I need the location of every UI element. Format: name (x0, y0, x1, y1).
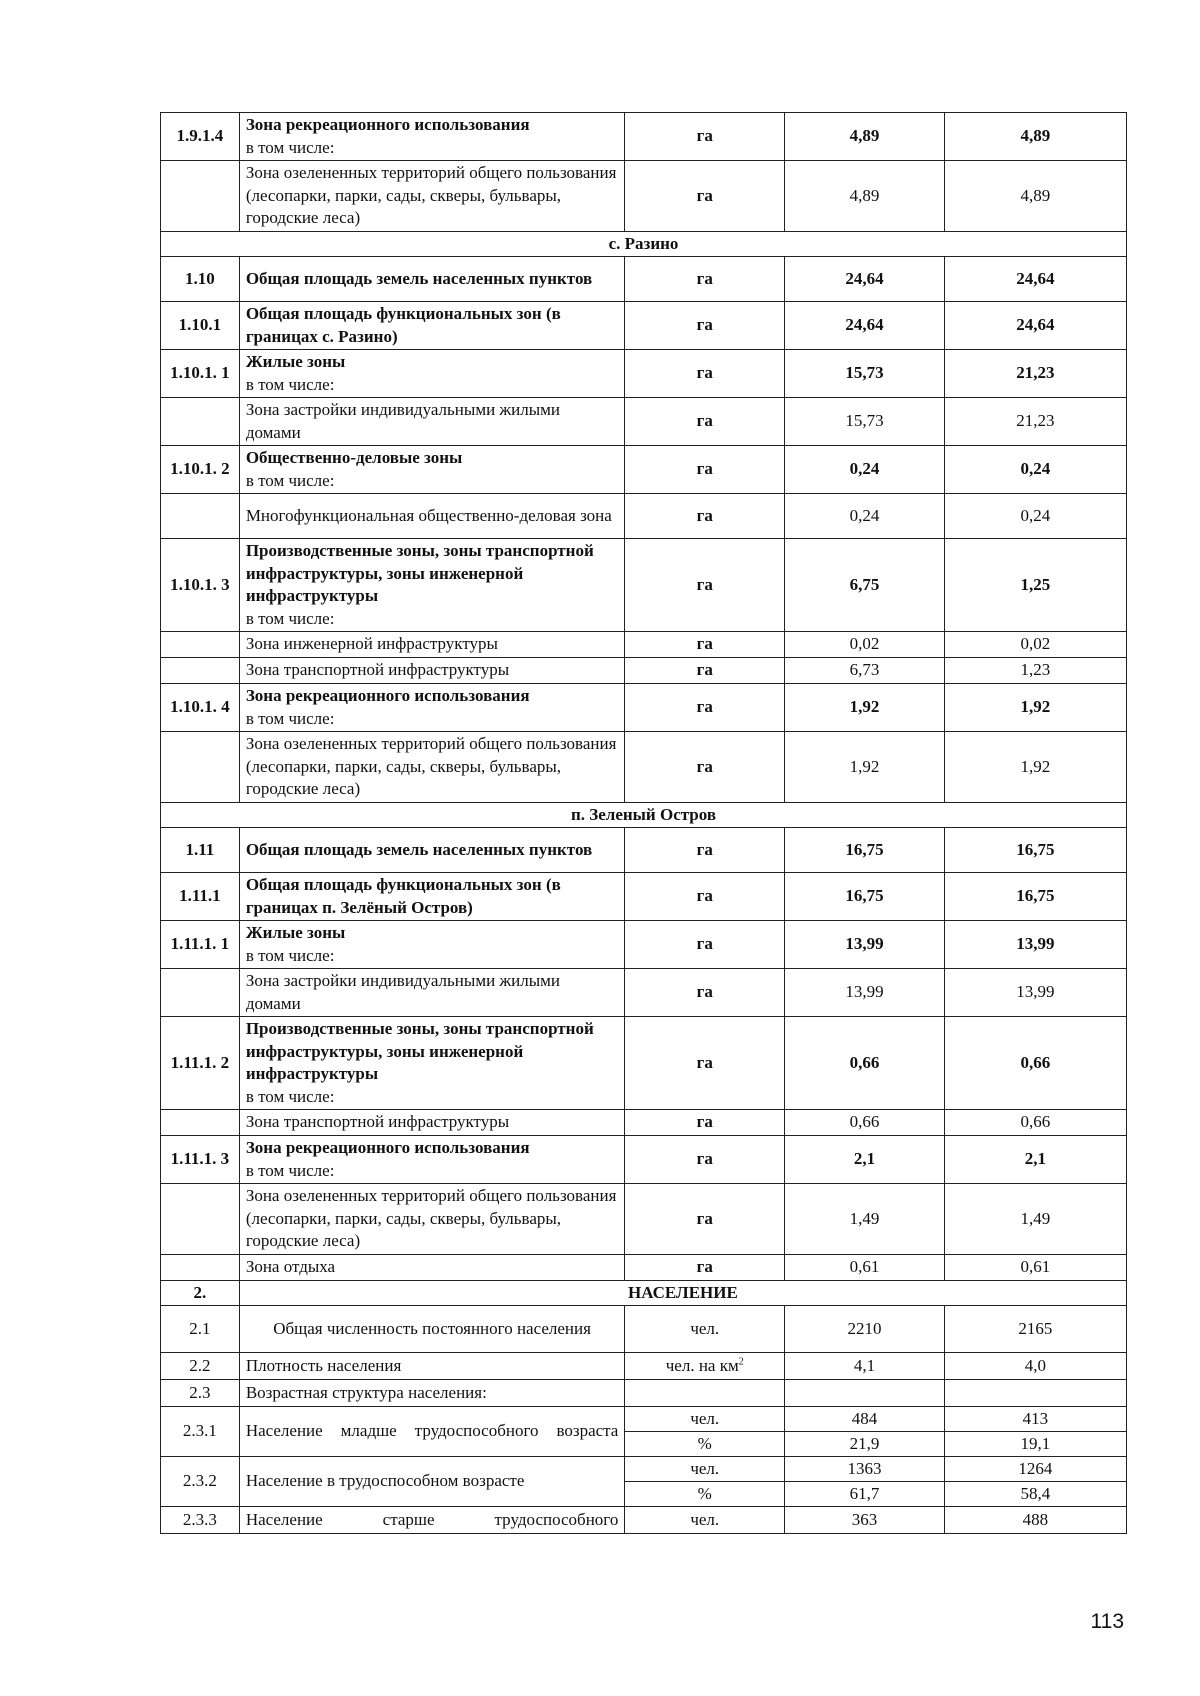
section-title: п. Зеленый Остров (161, 802, 1127, 828)
row-number (161, 398, 240, 446)
unit-cell: чел. (625, 1507, 785, 1534)
value-cell: 413 (944, 1407, 1126, 1432)
row-name (239, 684, 625, 732)
table-row (161, 302, 1127, 350)
value-cell: 1,92 (785, 684, 945, 732)
row-number: 1.11.1. 2 (161, 1017, 240, 1110)
unit-cell: га (625, 658, 785, 684)
row-title: Производственные зоны, зоны транспортной инфраструктуры, зоны инженерной инфраструктуры (245, 541, 594, 605)
section-row (161, 802, 1127, 828)
section-title: НАСЕЛЕНИЕ (239, 1280, 1126, 1306)
row-title: Производственные зоны, зоны транспортной инфраструктуры, зоны инженерной инфраструктуры (245, 1019, 594, 1083)
value-cell: 0,24 (785, 446, 945, 494)
in-that-label: в том числе: (245, 1160, 335, 1180)
value-cell: 0,66 (944, 1110, 1126, 1136)
table-row (161, 921, 1127, 969)
table-row (161, 1457, 1127, 1482)
in-that-label: в том числе: (245, 137, 335, 157)
row-number: 1.10 (161, 257, 240, 302)
value-cell: 0,02 (785, 632, 945, 658)
row-name (239, 921, 625, 969)
table-row (161, 1380, 1127, 1407)
row-name: Зона транспортной инфраструктуры (239, 1110, 625, 1136)
row-name (239, 1017, 625, 1110)
value-cell: 2,1 (785, 1136, 945, 1184)
row-name: Население младше трудоспособного возраста (239, 1407, 625, 1457)
table-row (161, 732, 1127, 803)
unit-cell: га (625, 1110, 785, 1136)
value-cell: 0,66 (785, 1110, 945, 1136)
value-cell: 15,73 (785, 350, 945, 398)
unit-cell: га (625, 398, 785, 446)
row-number: 1.10.1. 4 (161, 684, 240, 732)
section-row (161, 231, 1127, 257)
unit-cell: га (625, 684, 785, 732)
value-cell: 1264 (944, 1457, 1126, 1482)
value-cell (785, 1380, 945, 1407)
value-cell: 13,99 (944, 969, 1126, 1017)
row-name: Общая площадь функциональных зон (в границах п. Зелёный Остров) (239, 873, 625, 921)
row-name (239, 539, 625, 632)
in-that-label: в том числе: (245, 708, 335, 728)
section-title: с. Разино (161, 231, 1127, 257)
value-cell: 1,23 (944, 658, 1126, 684)
value-cell: 1,49 (785, 1184, 945, 1255)
table-row (161, 1017, 1127, 1110)
row-name: Общая площадь функциональных зон (в границах с. Разино) (239, 302, 625, 350)
table-row (161, 873, 1127, 921)
row-title: Зона рекреационного использования (245, 686, 530, 705)
value-cell: 21,23 (944, 350, 1126, 398)
table-row (161, 684, 1127, 732)
table-row (161, 257, 1127, 302)
value-cell: 488 (944, 1507, 1126, 1534)
value-cell: 21,9 (785, 1432, 945, 1457)
value-cell: 58,4 (944, 1482, 1126, 1507)
row-name: Зона инженерной инфраструктуры (239, 632, 625, 658)
row-number (161, 494, 240, 539)
unit-cell: % (625, 1432, 785, 1457)
value-cell: 13,99 (785, 969, 945, 1017)
row-number (161, 1254, 240, 1280)
value-cell: 61,7 (785, 1482, 945, 1507)
row-name: Зона отдыха (239, 1254, 625, 1280)
unit-cell: чел. (625, 1407, 785, 1432)
unit-cell: чел. (625, 1457, 785, 1482)
value-cell: 2165 (944, 1306, 1126, 1353)
table-row (161, 161, 1127, 232)
row-name: Население в трудоспособном возрасте (239, 1457, 625, 1507)
indicators-table (160, 112, 1127, 1534)
row-name: Зона застройки индивидуальными жилыми домами (239, 969, 625, 1017)
row-name: Население старше трудоспособного (239, 1507, 625, 1534)
row-number (161, 969, 240, 1017)
table-row (161, 632, 1127, 658)
row-number: 1.9.1.4 (161, 113, 240, 161)
value-cell: 24,64 (944, 257, 1126, 302)
row-name: Общая численность постоянного населения (239, 1306, 625, 1353)
table-row (161, 539, 1127, 632)
row-number: 1.11.1. 1 (161, 921, 240, 969)
row-title: Жилые зоны (245, 923, 346, 942)
table-row (161, 1254, 1127, 1280)
row-number: 1.10.1. 1 (161, 350, 240, 398)
unit-cell: га (625, 1136, 785, 1184)
value-cell: 16,75 (785, 873, 945, 921)
row-name: Зона застройки индивидуальными жилыми домами (239, 398, 625, 446)
unit-cell: га (625, 113, 785, 161)
unit-cell: га (625, 494, 785, 539)
value-cell: 6,73 (785, 658, 945, 684)
row-name: Возрастная структура населения: (239, 1380, 625, 1407)
row-name (239, 350, 625, 398)
row-number: 1.10.1. 3 (161, 539, 240, 632)
unit-cell: га (625, 1017, 785, 1110)
row-name: Многофункциональная общественно-деловая зона (239, 494, 625, 539)
table-row (161, 969, 1127, 1017)
value-cell: 24,64 (785, 257, 945, 302)
value-cell: 2210 (785, 1306, 945, 1353)
value-cell: 1363 (785, 1457, 945, 1482)
value-cell: 1,92 (944, 684, 1126, 732)
table-row (161, 1110, 1127, 1136)
unit-superscript: 2 (738, 1356, 744, 1368)
row-name: Зона озелененных территорий общего пользования (лесопарки, парки, сады, скверы, бульвары, городские леса) (239, 161, 625, 232)
value-cell: 363 (785, 1507, 945, 1534)
unit-cell: га (625, 1184, 785, 1255)
value-cell: 1,49 (944, 1184, 1126, 1255)
value-cell: 0,61 (785, 1254, 945, 1280)
row-title: Жилые зоны (245, 352, 346, 371)
section-row (161, 1280, 1127, 1306)
value-cell: 484 (785, 1407, 945, 1432)
row-name: Зона транспортной инфраструктуры (239, 658, 625, 684)
value-cell: 16,75 (944, 828, 1126, 873)
table-row (161, 350, 1127, 398)
in-that-label: в том числе: (245, 608, 335, 628)
row-number (161, 1110, 240, 1136)
table-row (161, 1184, 1127, 1255)
in-that-label: в том числе: (245, 1086, 335, 1106)
table-row (161, 1136, 1127, 1184)
unit-cell: га (625, 632, 785, 658)
unit-cell: га (625, 969, 785, 1017)
row-number: 2.3 (161, 1380, 240, 1407)
row-number (161, 632, 240, 658)
row-name: Зона озелененных территорий общего пользования (лесопарки, парки, сады, скверы, бульвары, городские леса) (239, 732, 625, 803)
unit-cell: га (625, 732, 785, 803)
table-row (161, 446, 1127, 494)
table-row (161, 1507, 1127, 1534)
in-that-label: в том числе: (245, 945, 335, 965)
value-cell: 6,75 (785, 539, 945, 632)
value-cell: 0,24 (785, 494, 945, 539)
table-row (161, 828, 1127, 873)
unit-cell: чел. (625, 1306, 785, 1353)
table-row (161, 1353, 1127, 1380)
value-cell: 0,66 (944, 1017, 1126, 1110)
unit-cell: га (625, 539, 785, 632)
row-name: Общая площадь земель населенных пунктов (239, 828, 625, 873)
unit-cell: га (625, 302, 785, 350)
unit-cell: га (625, 257, 785, 302)
row-name: Плотность населения (239, 1353, 625, 1380)
row-number: 1.11 (161, 828, 240, 873)
value-cell: 1,92 (944, 732, 1126, 803)
value-cell: 16,75 (785, 828, 945, 873)
unit-cell: га (625, 350, 785, 398)
value-cell: 0,24 (944, 446, 1126, 494)
row-title: Общественно-деловые зоны (245, 448, 463, 467)
row-number (161, 732, 240, 803)
unit-cell: га (625, 1254, 785, 1280)
row-name (239, 446, 625, 494)
unit-cell (625, 1380, 785, 1407)
in-that-label: в том числе: (245, 374, 335, 394)
unit-cell (625, 1353, 785, 1380)
unit-cell: га (625, 873, 785, 921)
value-cell: 0,24 (944, 494, 1126, 539)
value-cell: 15,73 (785, 398, 945, 446)
value-cell: 1,25 (944, 539, 1126, 632)
row-name: Зона озелененных территорий общего пользования (лесопарки, парки, сады, скверы, бульвары, городские леса) (239, 1184, 625, 1255)
value-cell (944, 1380, 1126, 1407)
row-number: 1.11.1. 3 (161, 1136, 240, 1184)
in-that-label: в том числе: (245, 470, 335, 490)
value-cell: 21,23 (944, 398, 1126, 446)
row-title: Зона рекреационного использования (245, 1138, 530, 1157)
table-row (161, 1407, 1127, 1432)
row-name: Общая площадь земель населенных пунктов (239, 257, 625, 302)
row-number (161, 161, 240, 232)
value-cell: 4,89 (944, 113, 1126, 161)
value-cell: 4,0 (944, 1353, 1126, 1380)
row-number: 2. (161, 1280, 240, 1306)
row-number: 2.3.1 (161, 1407, 240, 1457)
row-number: 2.2 (161, 1353, 240, 1380)
value-cell: 4,1 (785, 1353, 945, 1380)
row-number: 1.11.1 (161, 873, 240, 921)
value-cell: 13,99 (944, 921, 1126, 969)
value-cell: 4,89 (944, 161, 1126, 232)
row-name (239, 113, 625, 161)
row-number (161, 658, 240, 684)
unit-cell: га (625, 161, 785, 232)
value-cell: 13,99 (785, 921, 945, 969)
row-number: 1.10.1. 2 (161, 446, 240, 494)
row-name (239, 1136, 625, 1184)
unit-cell: га (625, 446, 785, 494)
page-number: 113 (1090, 1610, 1124, 1633)
value-cell: 1,92 (785, 732, 945, 803)
row-number: 1.10.1 (161, 302, 240, 350)
table-row (161, 494, 1127, 539)
table-row (161, 658, 1127, 684)
table-row (161, 113, 1127, 161)
table-row (161, 1306, 1127, 1353)
unit-cell: га (625, 828, 785, 873)
value-cell: 4,89 (785, 161, 945, 232)
row-number: 2.3.2 (161, 1457, 240, 1507)
unit-cell: га (625, 921, 785, 969)
value-cell: 24,64 (944, 302, 1126, 350)
table-row (161, 398, 1127, 446)
unit-cell: % (625, 1482, 785, 1507)
row-number: 2.1 (161, 1306, 240, 1353)
unit-label: чел. на км (665, 1355, 739, 1375)
row-number: 2.3.3 (161, 1507, 240, 1534)
value-cell: 24,64 (785, 302, 945, 350)
row-number (161, 1184, 240, 1255)
value-cell: 0,02 (944, 632, 1126, 658)
value-cell: 16,75 (944, 873, 1126, 921)
value-cell: 2,1 (944, 1136, 1126, 1184)
row-title: Зона рекреационного использования (245, 115, 530, 134)
value-cell: 4,89 (785, 113, 945, 161)
value-cell: 0,61 (944, 1254, 1126, 1280)
value-cell: 19,1 (944, 1432, 1126, 1457)
value-cell: 0,66 (785, 1017, 945, 1110)
